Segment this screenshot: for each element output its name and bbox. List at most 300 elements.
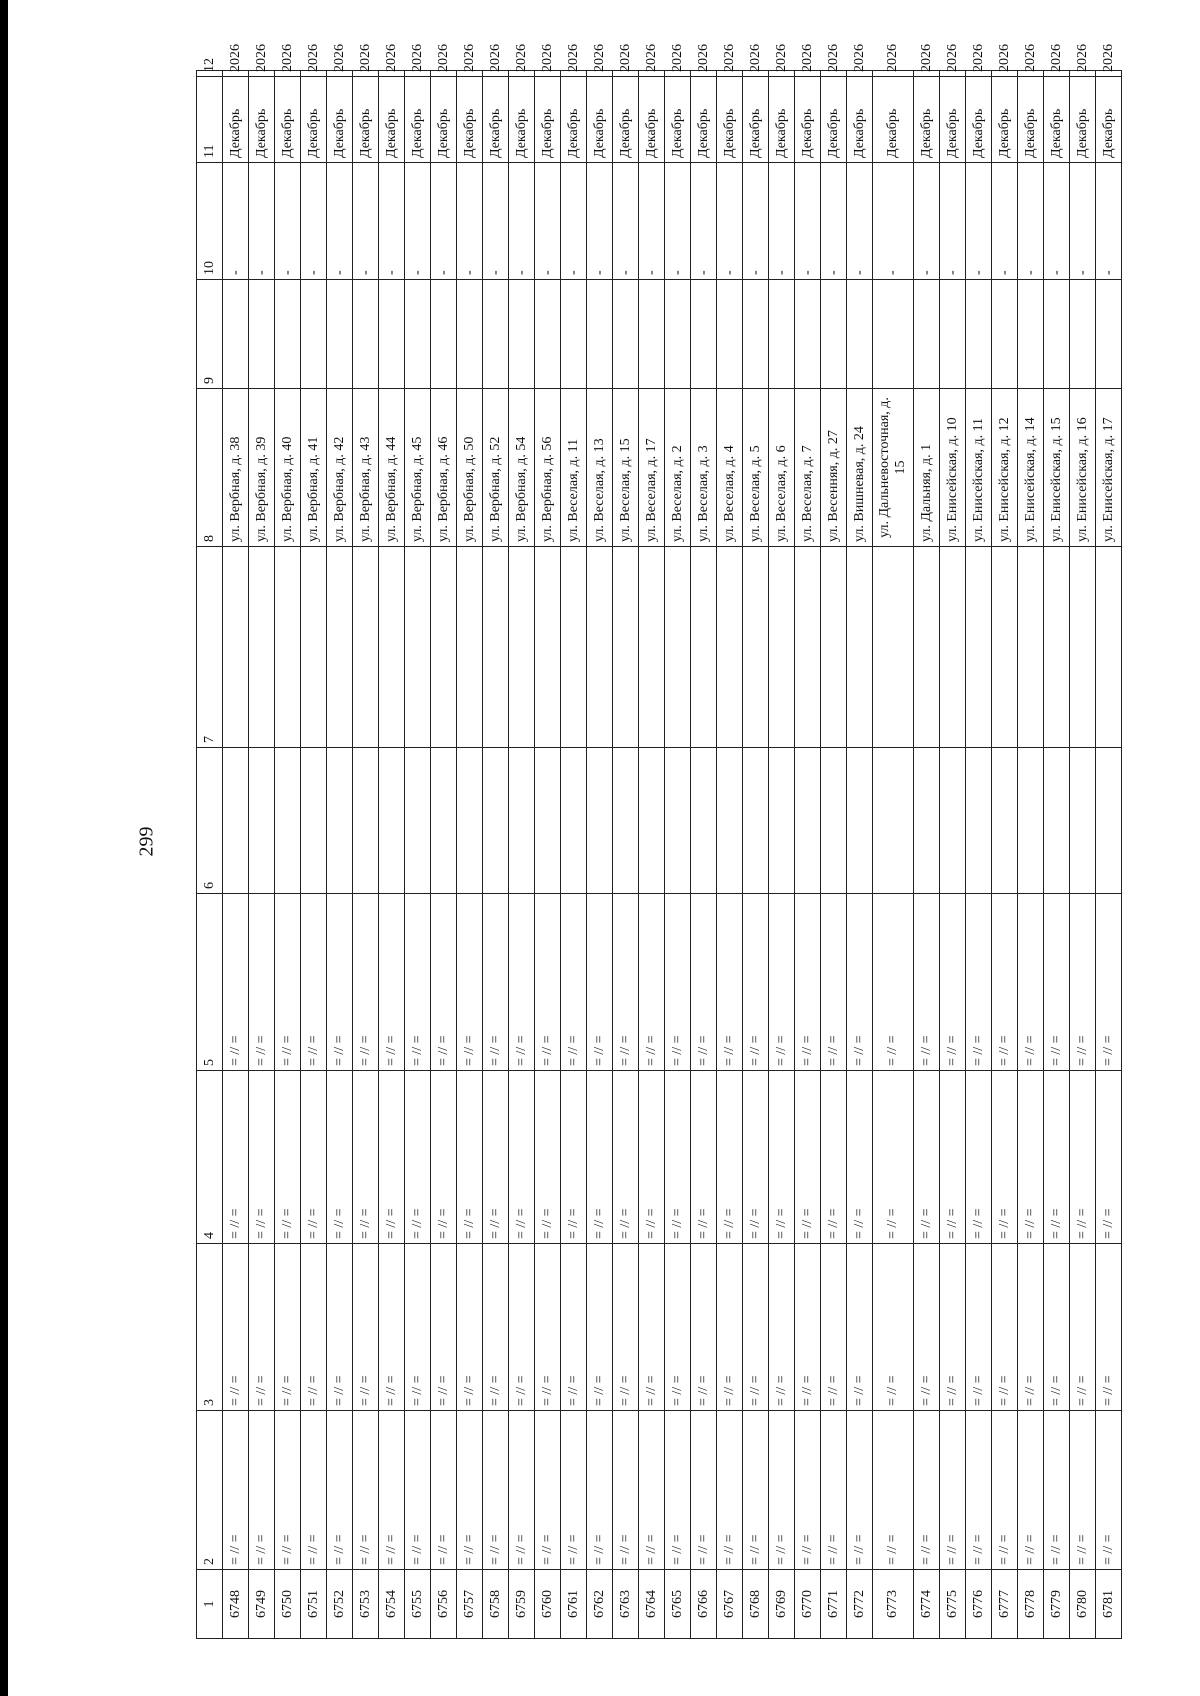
col3-value: = // = (847, 1244, 873, 1411)
address-cell: ул. Веселая, д. 5 (743, 389, 769, 547)
col2-value: = // = (587, 1411, 613, 1570)
col3-value: = // = (353, 1244, 379, 1411)
col7-value (691, 547, 717, 748)
address-cell: ул. Веселая, д. 4 (717, 389, 743, 547)
col3-value: = // = (1044, 1244, 1070, 1411)
month-cell: Декабрь (405, 77, 431, 163)
col9-value (483, 280, 509, 389)
col6-value (914, 748, 940, 894)
col3-value: = // = (379, 1244, 405, 1411)
year-cell: 2026 (327, 71, 353, 77)
col9-value (940, 280, 966, 389)
year-cell: 2026 (379, 71, 405, 77)
row-number: 6779 (1044, 1570, 1070, 1639)
year-cell: 2026 (1018, 71, 1044, 77)
table-row (561, 71, 587, 1639)
month-cell: Декабрь (1096, 77, 1122, 163)
year-cell: 2026 (301, 71, 327, 77)
col6-value (795, 748, 821, 894)
col10-value: - (613, 163, 639, 280)
year-cell: 2026 (561, 71, 587, 77)
year-cell: 2026 (873, 71, 914, 77)
address-cell: ул. Вербная, д. 43 (353, 389, 379, 547)
row-number: 6770 (795, 1570, 821, 1639)
year-cell: 2026 (483, 71, 509, 77)
col2-value: = // = (561, 1411, 587, 1570)
address-cell: ул. Вербная, д. 54 (509, 389, 535, 547)
month-cell: Декабрь (1070, 77, 1096, 163)
col4-value: = // = (992, 1071, 1018, 1244)
year-cell: 2026 (795, 71, 821, 77)
col5-value: = // = (613, 894, 639, 1071)
col3-value: = // = (940, 1244, 966, 1411)
year-cell: 2026 (405, 71, 431, 77)
address-cell: ул. Вербная, д. 38 (223, 389, 249, 547)
col2-value: = // = (847, 1411, 873, 1570)
col3-value: = // = (1070, 1244, 1096, 1411)
col3-value: = // = (1096, 1244, 1122, 1411)
col7-value (743, 547, 769, 748)
year-cell: 2026 (717, 71, 743, 77)
col5-value: = // = (795, 894, 821, 1071)
col7-value (301, 547, 327, 748)
col2-value: = // = (1018, 1411, 1044, 1570)
col3-value: = // = (483, 1244, 509, 1411)
year-cell: 2026 (743, 71, 769, 77)
col9-value (847, 280, 873, 389)
row-number: 6774 (914, 1570, 940, 1639)
col2-value: = // = (405, 1411, 431, 1570)
address-cell: ул. Веселая, д. 3 (691, 389, 717, 547)
col5-value: = // = (249, 894, 275, 1071)
col9-value (691, 280, 717, 389)
col9-value (457, 280, 483, 389)
address-cell: ул. Веселая, д. 17 (639, 389, 665, 547)
col4-value: = // = (249, 1071, 275, 1244)
col7-value (1018, 547, 1044, 748)
col5-value: = // = (457, 894, 483, 1071)
col2-value: = // = (914, 1411, 940, 1570)
col9-value (275, 280, 301, 389)
col5-value: = // = (992, 894, 1018, 1071)
col9-value (509, 280, 535, 389)
row-number: 6756 (431, 1570, 457, 1639)
address-cell: ул. Вербная, д. 42 (327, 389, 353, 547)
col9-value (914, 280, 940, 389)
table-row (1018, 71, 1044, 1639)
table-row (535, 71, 561, 1639)
col4-value: = // = (743, 1071, 769, 1244)
col10-value: - (914, 163, 940, 280)
column-header-2: 2 (197, 1411, 223, 1570)
col3-value: = // = (639, 1244, 665, 1411)
col4-value: = // = (795, 1071, 821, 1244)
address-cell: ул. Веселая, д. 11 (561, 389, 587, 547)
col9-value (223, 280, 249, 389)
month-cell: Декабрь (509, 77, 535, 163)
year-cell: 2026 (353, 71, 379, 77)
col6-value (483, 748, 509, 894)
col4-value: = // = (873, 1071, 914, 1244)
col6-value (769, 748, 795, 894)
col5-value: = // = (327, 894, 353, 1071)
address-cell: ул. Енисейская, д. 12 (992, 389, 1018, 547)
table-row (821, 71, 847, 1639)
col6-value (561, 748, 587, 894)
month-cell: Декабрь (691, 77, 717, 163)
col6-value (717, 748, 743, 894)
col2-value: = // = (327, 1411, 353, 1570)
table-row (665, 71, 691, 1639)
row-number: 6771 (821, 1570, 847, 1639)
column-header-5: 5 (197, 894, 223, 1071)
row-number: 6750 (275, 1570, 301, 1639)
col2-value: = // = (223, 1411, 249, 1570)
col4-value: = // = (1096, 1071, 1122, 1244)
year-cell: 2026 (1096, 71, 1122, 77)
column-header-3: 3 (197, 1244, 223, 1411)
col10-value: - (665, 163, 691, 280)
col3-value: = // = (223, 1244, 249, 1411)
col10-value: - (992, 163, 1018, 280)
col5-value: = // = (483, 894, 509, 1071)
col4-value: = // = (483, 1071, 509, 1244)
col5-value: = // = (966, 894, 992, 1071)
month-cell: Декабрь (992, 77, 1018, 163)
table-row (717, 71, 743, 1639)
col3-value: = // = (587, 1244, 613, 1411)
col10-value: - (795, 163, 821, 280)
col7-value (873, 547, 914, 748)
col5-value: = // = (914, 894, 940, 1071)
col6-value (1070, 748, 1096, 894)
col6-value (509, 748, 535, 894)
year-cell: 2026 (431, 71, 457, 77)
row-number: 6775 (940, 1570, 966, 1639)
col6-value (992, 748, 1018, 894)
address-cell: ул. Вербная, д. 39 (249, 389, 275, 547)
address-cell: ул. Вербная, д. 52 (483, 389, 509, 547)
month-cell: Декабрь (249, 77, 275, 163)
address-cell: ул. Дальняя, д. 1 (914, 389, 940, 547)
row-number: 6780 (1070, 1570, 1096, 1639)
col6-value (275, 748, 301, 894)
col7-value (379, 547, 405, 748)
row-number: 6757 (457, 1570, 483, 1639)
month-cell: Декабрь (561, 77, 587, 163)
col2-value: = // = (940, 1411, 966, 1570)
address-cell: ул. Веселая, д. 2 (665, 389, 691, 547)
col6-value (353, 748, 379, 894)
col6-value (743, 748, 769, 894)
col4-value: = // = (914, 1071, 940, 1244)
col9-value (301, 280, 327, 389)
col3-value: = // = (249, 1244, 275, 1411)
month-cell: Декабрь (769, 77, 795, 163)
year-cell: 2026 (769, 71, 795, 77)
col10-value: - (535, 163, 561, 280)
address-cell: ул. Веселая, д. 6 (769, 389, 795, 547)
col7-value (639, 547, 665, 748)
col2-value: = // = (301, 1411, 327, 1570)
month-cell: Декабрь (301, 77, 327, 163)
col2-value: = // = (483, 1411, 509, 1570)
col6-value (379, 748, 405, 894)
row-number: 6758 (483, 1570, 509, 1639)
col6-value (691, 748, 717, 894)
col4-value: = // = (275, 1071, 301, 1244)
col2-value: = // = (639, 1411, 665, 1570)
col9-value (665, 280, 691, 389)
col6-value (940, 748, 966, 894)
table-row (249, 71, 275, 1639)
address-cell: ул. Вербная, д. 40 (275, 389, 301, 547)
col5-value: = // = (821, 894, 847, 1071)
col3-value: = // = (914, 1244, 940, 1411)
col10-value: - (717, 163, 743, 280)
col3-value: = // = (301, 1244, 327, 1411)
col5-value: = // = (1044, 894, 1070, 1071)
column-header-12: 12 (197, 71, 223, 77)
address-cell: ул. Вербная, д. 45 (405, 389, 431, 547)
col7-value (327, 547, 353, 748)
col9-value (353, 280, 379, 389)
address-cell: ул. Вербная, д. 50 (457, 389, 483, 547)
col6-value (847, 748, 873, 894)
row-number: 6755 (405, 1570, 431, 1639)
row-number: 6761 (561, 1570, 587, 1639)
col6-value (327, 748, 353, 894)
row-number: 6773 (873, 1570, 914, 1639)
year-cell: 2026 (940, 71, 966, 77)
address-cell: ул. Енисейская, д. 14 (1018, 389, 1044, 547)
col7-value (431, 547, 457, 748)
col2-value: = // = (249, 1411, 275, 1570)
col7-value (613, 547, 639, 748)
row-number: 6777 (992, 1570, 1018, 1639)
col10-value: - (743, 163, 769, 280)
table-body (223, 44, 1122, 1639)
col2-value: = // = (1070, 1411, 1096, 1570)
page-number: 299 (135, 826, 158, 857)
month-cell: Декабрь (353, 77, 379, 163)
col2-value: = // = (992, 1411, 1018, 1570)
col4-value: = // = (405, 1071, 431, 1244)
col3-value: = // = (561, 1244, 587, 1411)
row-number: 6772 (847, 1570, 873, 1639)
month-cell: Декабрь (821, 77, 847, 163)
col9-value (992, 280, 1018, 389)
col7-value (914, 547, 940, 748)
col3-value: = // = (665, 1244, 691, 1411)
col2-value: = // = (821, 1411, 847, 1570)
col10-value: - (353, 163, 379, 280)
col2-value: = // = (613, 1411, 639, 1570)
col4-value: = // = (821, 1071, 847, 1244)
col10-value: - (639, 163, 665, 280)
column-header-6: 6 (197, 748, 223, 894)
month-cell: Декабрь (275, 77, 301, 163)
col7-value (405, 547, 431, 748)
col9-value (327, 280, 353, 389)
row-number: 6781 (1096, 1570, 1122, 1639)
col7-value (561, 547, 587, 748)
month-cell: Декабрь (847, 77, 873, 163)
address-cell: ул. Енисейская, д. 11 (966, 389, 992, 547)
col2-value: = // = (535, 1411, 561, 1570)
table-row (405, 71, 431, 1639)
col2-value: = // = (966, 1411, 992, 1570)
year-cell: 2026 (223, 71, 249, 77)
address-cell: ул. Енисейская, д. 16 (1070, 389, 1096, 547)
table-row (301, 71, 327, 1639)
col6-value (431, 748, 457, 894)
col5-value: = // = (1096, 894, 1122, 1071)
col6-value (405, 748, 431, 894)
col7-value (821, 547, 847, 748)
col9-value (873, 280, 914, 389)
col10-value: - (275, 163, 301, 280)
col10-value: - (301, 163, 327, 280)
year-cell: 2026 (914, 71, 940, 77)
col4-value: = // = (691, 1071, 717, 1244)
col5-value: = // = (379, 894, 405, 1071)
col2-value: = // = (795, 1411, 821, 1570)
col5-value: = // = (561, 894, 587, 1071)
table-row (940, 71, 966, 1639)
col4-value: = // = (561, 1071, 587, 1244)
col5-value: = // = (769, 894, 795, 1071)
col10-value: - (1044, 163, 1070, 280)
month-cell: Декабрь (717, 77, 743, 163)
year-cell: 2026 (966, 71, 992, 77)
col9-value (535, 280, 561, 389)
address-cell: ул. Вербная, д. 41 (301, 389, 327, 547)
year-cell: 2026 (847, 71, 873, 77)
col6-value (301, 748, 327, 894)
table-row (1044, 71, 1070, 1639)
col9-value (587, 280, 613, 389)
col3-value: = // = (691, 1244, 717, 1411)
col3-value: = // = (275, 1244, 301, 1411)
address-cell: ул. Веселая, д. 13 (587, 389, 613, 547)
row-number: 6767 (717, 1570, 743, 1639)
col5-value: = // = (691, 894, 717, 1071)
column-header-1: 1 (197, 1570, 223, 1639)
year-cell: 2026 (639, 71, 665, 77)
col2-value: = // = (275, 1411, 301, 1570)
col9-value (639, 280, 665, 389)
rotated-table-frame (196, 44, 1116, 1639)
col5-value: = // = (405, 894, 431, 1071)
row-number: 6749 (249, 1570, 275, 1639)
month-cell: Декабрь (873, 77, 914, 163)
col3-value: = // = (509, 1244, 535, 1411)
col9-value (1096, 280, 1122, 389)
col6-value (457, 748, 483, 894)
address-cell: ул. Веселая, д. 15 (613, 389, 639, 547)
month-cell: Декабрь (535, 77, 561, 163)
col4-value: = // = (966, 1071, 992, 1244)
table-row (431, 71, 457, 1639)
col10-value: - (847, 163, 873, 280)
col7-value (587, 547, 613, 748)
col5-value: = // = (353, 894, 379, 1071)
month-cell: Декабрь (1018, 77, 1044, 163)
col4-value: = // = (457, 1071, 483, 1244)
year-cell: 2026 (821, 71, 847, 77)
table-row (847, 71, 873, 1639)
col3-value: = // = (743, 1244, 769, 1411)
col3-value: = // = (717, 1244, 743, 1411)
col3-value: = // = (457, 1244, 483, 1411)
col6-value (1096, 748, 1122, 894)
row-number: 6765 (665, 1570, 691, 1639)
col5-value: = // = (717, 894, 743, 1071)
month-cell: Декабрь (1044, 77, 1070, 163)
month-cell: Декабрь (639, 77, 665, 163)
col10-value: - (873, 163, 914, 280)
address-cell: ул. Енисейская, д. 15 (1044, 389, 1070, 547)
month-cell: Декабрь (940, 77, 966, 163)
row-number: 6751 (301, 1570, 327, 1639)
col5-value: = // = (535, 894, 561, 1071)
year-cell: 2026 (665, 71, 691, 77)
month-cell: Декабрь (327, 77, 353, 163)
col4-value: = // = (940, 1071, 966, 1244)
col10-value: - (249, 163, 275, 280)
col9-value (431, 280, 457, 389)
year-cell: 2026 (275, 71, 301, 77)
month-cell: Декабрь (431, 77, 457, 163)
col10-value: - (769, 163, 795, 280)
month-cell: Декабрь (743, 77, 769, 163)
table-row (1070, 71, 1096, 1639)
col9-value (769, 280, 795, 389)
col7-value (249, 547, 275, 748)
month-cell: Декабрь (613, 77, 639, 163)
col2-value: = // = (769, 1411, 795, 1570)
table-row (691, 71, 717, 1639)
col7-value (535, 547, 561, 748)
col3-value: = // = (535, 1244, 561, 1411)
table-row (873, 71, 914, 1639)
row-number: 6760 (535, 1570, 561, 1639)
column-header-10: 10 (197, 163, 223, 280)
col10-value: - (966, 163, 992, 280)
col4-value: = // = (509, 1071, 535, 1244)
year-cell: 2026 (1044, 71, 1070, 77)
col5-value: = // = (873, 894, 914, 1071)
col9-value (1044, 280, 1070, 389)
col5-value: = // = (431, 894, 457, 1071)
col7-value (940, 547, 966, 748)
col7-value (483, 547, 509, 748)
col2-value: = // = (457, 1411, 483, 1570)
col9-value (1070, 280, 1096, 389)
col4-value: = // = (613, 1071, 639, 1244)
address-cell: ул. Вербная, д. 44 (379, 389, 405, 547)
col9-value (1018, 280, 1044, 389)
table-row (613, 71, 639, 1639)
year-cell: 2026 (613, 71, 639, 77)
col4-value: = // = (847, 1071, 873, 1244)
col4-value: = // = (717, 1071, 743, 1244)
address-cell: ул. Вербная, д. 56 (535, 389, 561, 547)
register-table (196, 44, 1122, 1639)
col4-value: = // = (769, 1071, 795, 1244)
col10-value: - (1096, 163, 1122, 280)
